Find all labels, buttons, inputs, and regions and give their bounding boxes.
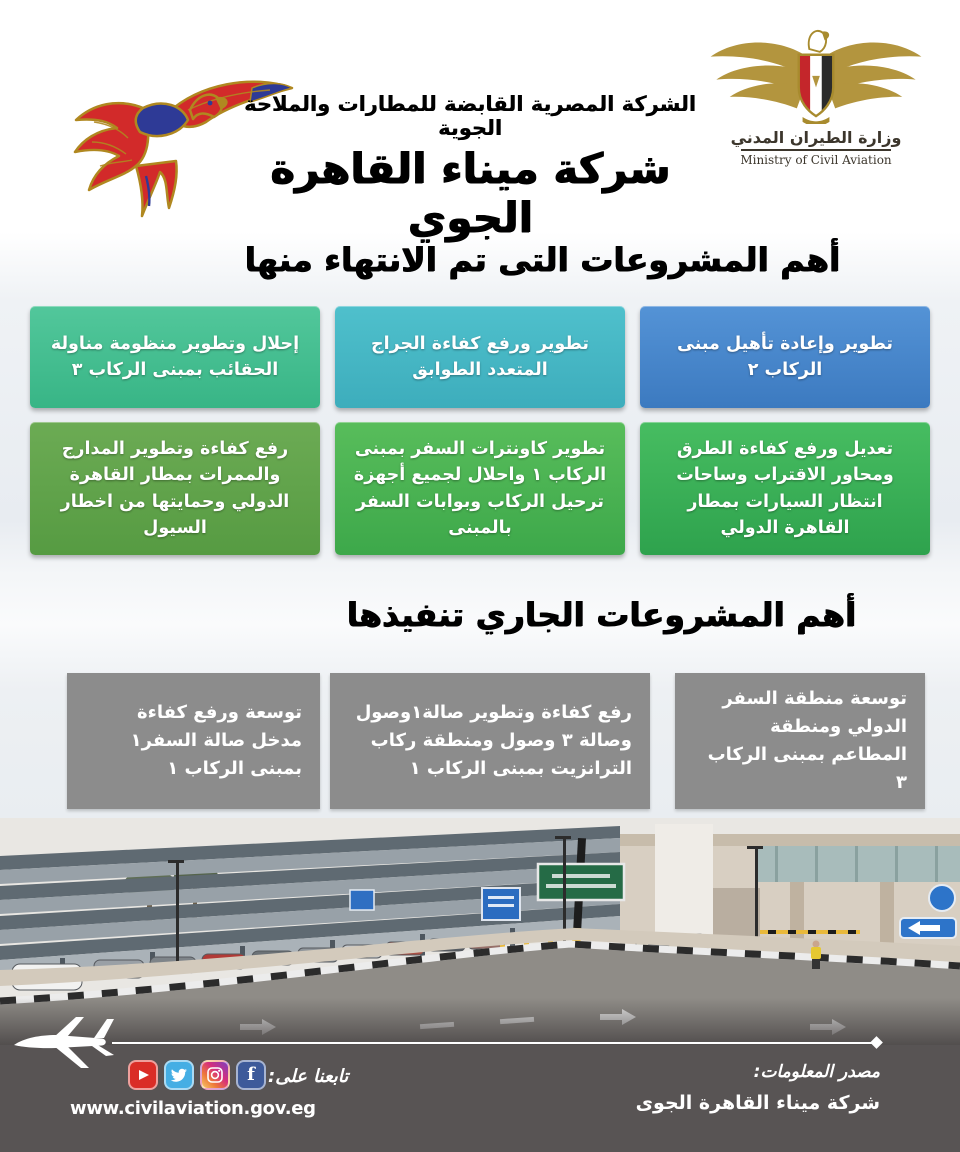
holding-company-line: الشركة المصرية القابضة للمطارات والملاحة الجوية xyxy=(244,92,696,140)
follow-us-label: تابعنا على: xyxy=(268,1066,349,1087)
project-card xyxy=(335,306,625,408)
project-text: تطوير وإعادة تأهيل مبنى الركاب ٢ xyxy=(677,333,893,380)
info-source-label: مصدر المعلومات: xyxy=(753,1062,880,1082)
ministry-name-arabic: وزارة الطيران المدني xyxy=(730,128,902,147)
airplane-icon xyxy=(10,1014,122,1072)
ministry-name-english: Ministry of Civil Aviation xyxy=(740,153,892,167)
ministry-logo-divider xyxy=(741,149,891,151)
project-card xyxy=(335,422,625,555)
ongoing-projects-heading: أهم المشروعات الجاري تنفيذها xyxy=(346,595,856,634)
project-card xyxy=(640,306,930,408)
airport-photo xyxy=(0,818,960,1047)
social-icons-row xyxy=(128,1060,266,1090)
page-title: شركة ميناء القاهرة الجوي xyxy=(269,144,671,242)
completed-projects-grid xyxy=(30,306,930,555)
instagram-icon[interactable] xyxy=(200,1060,230,1090)
ongoing-project-card xyxy=(675,673,925,809)
project-text: تطوير كاونترات السفر بمبنى الركاب ١ واحلال لجميع أجهزة ترحيل الركاب وبوابات السفر بالمبنى xyxy=(353,439,607,538)
ongoing-project-card xyxy=(67,673,320,809)
youtube-icon[interactable] xyxy=(128,1060,158,1090)
project-text: توسعة ورفع كفاءة مدخل صالة السفر١ بمبنى الركاب ١ xyxy=(130,702,302,779)
project-card xyxy=(640,422,930,555)
twitter-icon[interactable] xyxy=(164,1060,194,1090)
project-text: رفع كفاءة وتطوير صالة١وصول وصالة ٣ وصول ومنطقة ركاب الترانزيت بمبنى الركاب ١ xyxy=(355,702,632,779)
ongoing-project-card xyxy=(330,673,650,809)
facebook-icon[interactable]: f xyxy=(236,1060,266,1090)
info-source-value: شركة ميناء القاهرة الجوى xyxy=(635,1092,880,1114)
project-card xyxy=(30,422,320,555)
project-text: تعديل ورفع كفاءة الطرق ومحاور الاقتراب وساحات انتظار السيارات بمطار القاهرة الدولي xyxy=(676,439,894,538)
ministry-eagle-icon xyxy=(701,20,931,124)
project-text: تطوير ورفع كفاءة الجراج المتعدد الطوابق xyxy=(371,333,589,380)
completed-projects-heading: أهم المشروعات التى تم الانتهاء منها xyxy=(244,240,840,279)
ministry-logo xyxy=(690,20,942,168)
project-text: إحلال وتطوير منظومة مناولة الحقائب بمبنى الركاب ٣ xyxy=(50,333,300,380)
website-link[interactable]: www.civilaviation.gov.eg xyxy=(70,1098,316,1119)
project-text: رفع كفاءة وتطوير المدارج والممرات بمطار القاهرة الدولي وحمايتها من اخطار السيول xyxy=(60,439,290,538)
project-card xyxy=(30,306,320,408)
project-text: توسعة منطقة السفر الدولي ومنطقة المطاعم بمبنى الركاب ٣ xyxy=(707,688,907,793)
footer-divider-line xyxy=(112,1042,874,1044)
